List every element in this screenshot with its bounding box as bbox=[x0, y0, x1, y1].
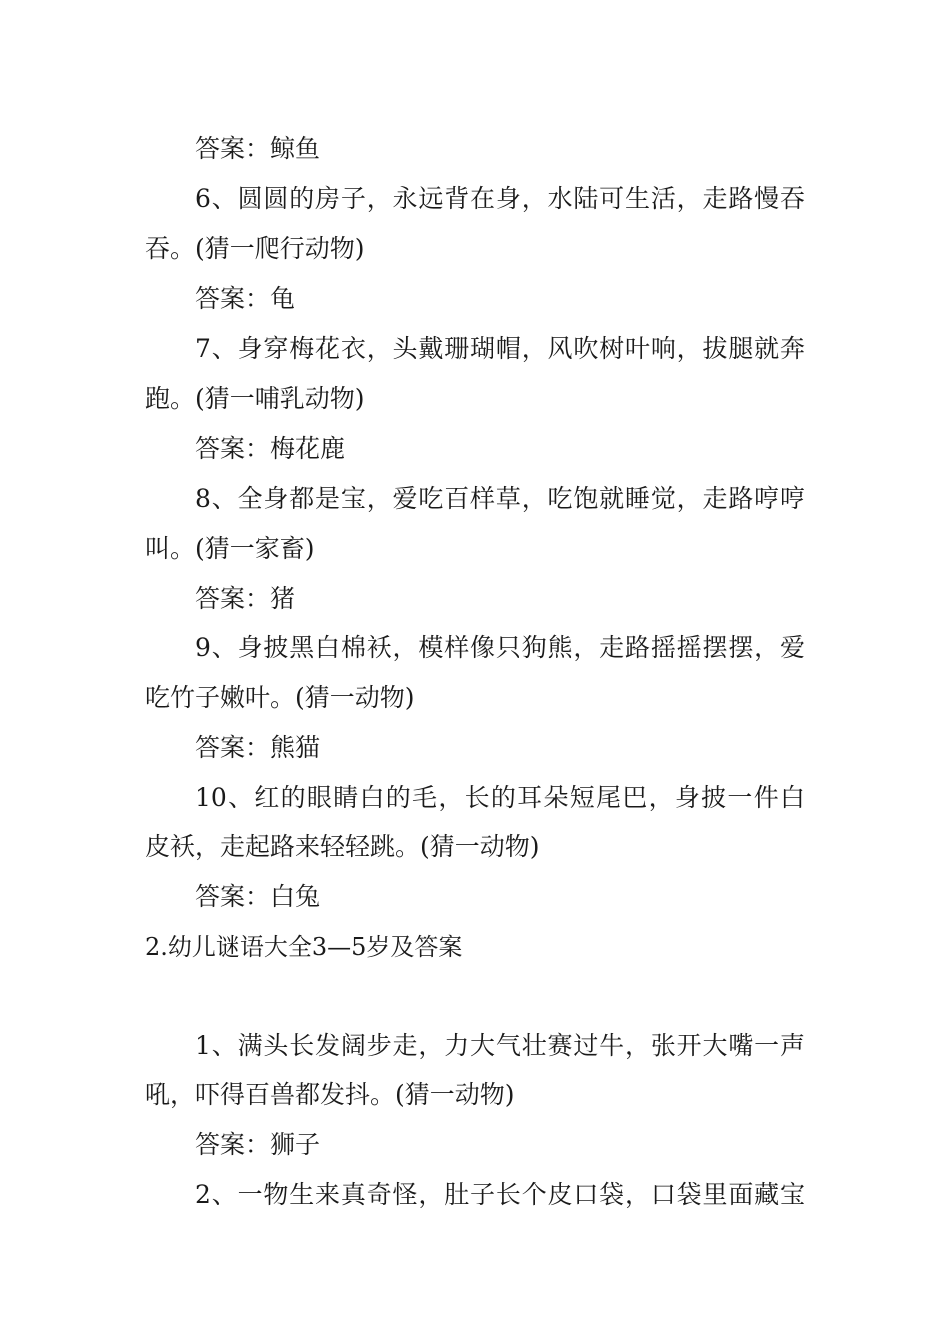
riddle-6-line-1: 6、圆圆的房子，永远背在身，水陆可生活，走路慢吞 bbox=[195, 184, 805, 213]
riddle-7-line-2: 跑。(猜一哺乳动物) bbox=[145, 384, 365, 413]
answer-lion: 答案：狮子 bbox=[195, 1130, 321, 1159]
riddle-8-line-2: 叫。(猜一家畜) bbox=[145, 534, 315, 563]
riddle-10-line-1: 10、红的眼睛白的毛，长的耳朵短尾巴，身披一件白 bbox=[195, 783, 805, 812]
riddle-10-line-2: 皮袄，走起路来轻轻跳。(猜一动物) bbox=[145, 832, 540, 861]
section-heading: 2.幼儿谜语大全3—5岁及答案 bbox=[145, 933, 463, 961]
riddle-9-line-2: 吃竹子嫩叶。(猜一动物) bbox=[145, 683, 415, 712]
riddle-7-line-1: 7、身穿梅花衣，头戴珊瑚帽，风吹树叶响，拔腿就奔 bbox=[195, 334, 805, 363]
riddle-1-line-2: 吼，吓得百兽都发抖。(猜一动物) bbox=[145, 1080, 515, 1109]
answer-sika-deer: 答案：梅花鹿 bbox=[195, 434, 346, 463]
riddle-1-line-1: 1、满头长发阔步走，力大气壮赛过牛，张开大嘴一声 bbox=[195, 1031, 805, 1060]
answer-whale: 答案：鲸鱼 bbox=[195, 134, 321, 163]
answer-pig: 答案：猪 bbox=[195, 584, 296, 613]
riddle-6-line-2: 吞。(猜一爬行动物) bbox=[145, 234, 365, 263]
answer-panda: 答案：熊猫 bbox=[195, 733, 321, 762]
answer-turtle: 答案：龟 bbox=[195, 284, 296, 313]
riddle-8-line-1: 8、全身都是宝，爱吃百样草，吃饱就睡觉，走路哼哼 bbox=[195, 484, 805, 513]
riddle-2-line-1: 2、一物生来真奇怪，肚子长个皮口袋，口袋里面藏宝 bbox=[195, 1180, 805, 1209]
answer-white-rabbit: 答案：白兔 bbox=[195, 882, 321, 911]
riddle-9-line-1: 9、身披黑白棉袄，模样像只狗熊，走路摇摇摆摆，爱 bbox=[195, 633, 805, 662]
